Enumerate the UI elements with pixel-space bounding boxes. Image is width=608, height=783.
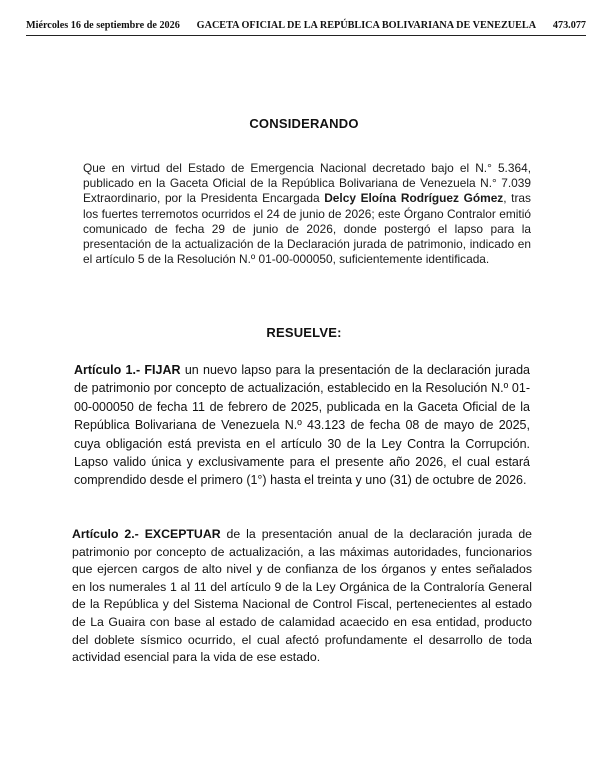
articulo-2-label: Artículo 2.- — [72, 527, 145, 541]
articulo-2-text: de la presentación anual de la declaración jurada de patrimonio por concepto de actualización, a las máximas autoridades, funcionarios que ejercen cargos de alto nivel y de confianza de los órganos y entes señalados en los numerales 1 al 11 del artículo 9 de la Ley Orgánica de la Contraloría General de la República y del Sistema Nacional de Control Fiscal, pertenecientes al estado de La Guaira con base al estado de calamidad acaecido en esa entidad, producto del doblete sísmico ocurrido, el cual afectó profundamente el desarrollo de toda actividad esencial para la vida de ese estado. — [72, 527, 532, 665]
articulo-1-text: un nuevo lapso para la presentación de la declaración jurada de patrimonio por concepto de actualización, establecido en la Resolución N.º 01-00-000050 de fecha 11 de febrero de 2025, publicada en la Gaceta Oficial de la República Bolivariana de Venezuela N.º 43.123 de fecha 08 de mayo de 2025, cuya obligación está prevista en el artículo 30 de la Ley Contra la Corrupción. Lapso valido única y exclusivamente para el presente año 2026, el cual estará comprendido desde el primero (1°) hasta el treinta y uno (31) de octubre de 2026. — [74, 363, 530, 488]
considerando-paragraph — [83, 161, 531, 267]
articulo-1-verb: FIJAR — [144, 363, 181, 377]
considerando-text-end: , tras los fuertes terremotos ocurridos el 24 de junio de 2026; este Órgano Contralor emitió comunicado de fecha 29 de junio de 2026, donde postergó el lapso para la presentación de la actualización de la Declaración jurada de patrimonio, indicado en el artículo 5 de la Resolución N.º 01-00-000050, suficientemente identificada. — [83, 191, 531, 267]
considerando-text-start: Que en virtud del Estado de Emergencia Nacional decretado bajo el N.° 5.364, publicado en la Gaceta Oficial de la República Bolivariana de Venezuela N.° 7.039 Extraordinario, por la Presidenta Encargada — [83, 161, 531, 206]
gazette-header — [26, 20, 586, 31]
articulo-1-paragraph — [74, 361, 530, 490]
articulo-1-label: Artículo 1.- — [74, 363, 145, 377]
resuelve-heading: RESUELVE: — [266, 325, 342, 340]
header-date: Miércoles 16 de septiembre de 2026 — [26, 20, 180, 31]
articulo-2-paragraph — [72, 526, 532, 667]
header-publication: GACETA OFICIAL DE LA REPÚBLICA BOLIVARIANA DE VENEZUELA — [196, 20, 537, 31]
president-name: Delcy Eloína Rodríguez Gómez — [324, 191, 504, 206]
articulo-2-verb: EXCEPTUAR — [144, 527, 221, 541]
header-page-number: 473.077 — [552, 20, 586, 31]
considerando-heading: CONSIDERANDO — [249, 116, 359, 131]
header-rule — [26, 35, 586, 36]
